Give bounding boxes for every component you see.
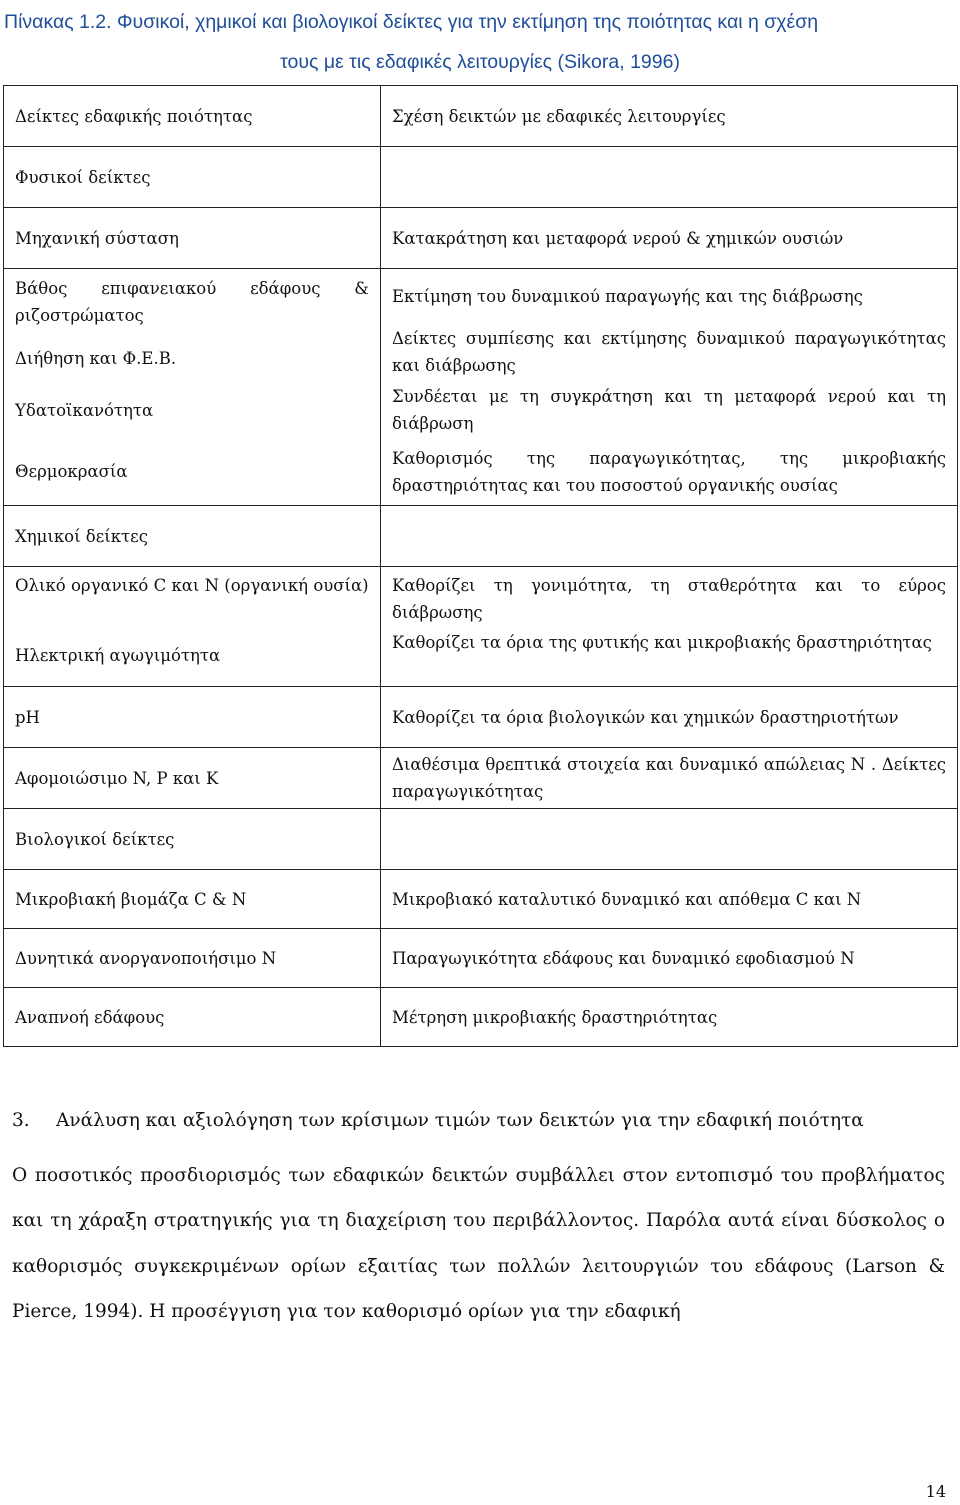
relation-item: Καθορισμός της παραγωγικότητας, της μικροβιακής δραστηριότητας και του ποσοστού οργανικής ουσίας xyxy=(392,449,946,495)
relation-cell: Διαθέσιμα θρεπτικά στοιχεία και δυναμικό απώλειας N . Δείκτες παραγωγικότητας xyxy=(392,755,946,801)
table-header-row xyxy=(4,86,958,147)
table-row xyxy=(4,870,958,929)
relation-item: Συνδέεται με τη συγκράτηση και τη μεταφορά νερού και τη διάβρωση xyxy=(392,387,946,433)
caption-line-1: Πίνακας 1.2. Φυσικοί, χημικοί και βιολογικοί δείκτες για την εκτίμηση της ποιότητας και η σχέση xyxy=(4,11,819,33)
relation-item: Καθορίζει τη γονιμότητα, τη σταθερότητα και το εύρος διάβρωσης xyxy=(392,575,946,622)
relation-group-cell xyxy=(381,567,958,687)
indicator-item: Υδατοϊκανότητα xyxy=(15,400,154,420)
empty-cell xyxy=(381,147,958,208)
indicator-cell: pH xyxy=(4,687,381,748)
page-number: 14 xyxy=(925,1482,946,1501)
relation-stack xyxy=(392,568,946,686)
relation-cell: Παραγωγικότητα εδάφους και δυναμικό εφοδιασμού N xyxy=(381,929,958,988)
section-heading xyxy=(12,1104,864,1138)
section-title-chemical: Χημικοί δείκτες xyxy=(4,506,381,567)
section-title-physical: Φυσικοί δείκτες xyxy=(4,147,381,208)
section-title-biological: Βιολογικοί δείκτες xyxy=(4,809,381,870)
relation-item: Εκτίμηση του δυναμικού παραγωγής και της διάβρωσης xyxy=(392,286,863,306)
relation-stack xyxy=(392,269,946,505)
indicator-item: Διήθηση και Φ.Ε.Β. xyxy=(15,348,177,368)
indicator-item: Βάθος επιφανειακού εδάφους & ριζοστρώματος xyxy=(15,279,369,325)
table-row xyxy=(4,988,958,1047)
indicator-group-cell xyxy=(4,269,381,506)
table-caption xyxy=(4,2,956,82)
relation-cell: Καθορίζει τα όρια βιολογικών και χημικών δραστηριοτήτων xyxy=(381,687,958,748)
indicator-cell: Μικροβιακή βιομάζα C & N xyxy=(4,870,381,929)
relation-item: Δείκτες συμπίεσης και εκτίμησης δυναμικού παραγωγικότητας και διάβρωσης xyxy=(392,329,946,375)
relation-item: Καθορίζει τα όρια της φυτικής και μικροβιακής δραστηριότητας xyxy=(392,632,932,652)
section-row-biological xyxy=(4,809,958,870)
indicator-stack xyxy=(15,568,369,686)
indicator-cell: Μηχανική σύσταση xyxy=(4,208,381,269)
table-row xyxy=(4,687,958,748)
header-relation: Σχέση δεικτών με εδαφικές λειτουργίες xyxy=(381,86,958,147)
soil-indicators-table xyxy=(3,85,958,1047)
relation-cell: Κατακράτηση και μεταφορά νερού & χημικών ουσιών xyxy=(381,208,958,269)
relation-group-cell xyxy=(381,269,958,506)
section-title: Ανάλυση και αξιολόγηση των κρίσιμων τιμών των δεικτών για την εδαφική ποιότητα xyxy=(56,1110,864,1131)
empty-cell xyxy=(381,809,958,870)
indicator-item: Ηλεκτρική αγωγιμότητα xyxy=(15,646,221,665)
indicator-group-cell xyxy=(4,567,381,687)
table-row-group xyxy=(4,567,958,687)
empty-cell xyxy=(381,506,958,567)
indicator-cell: Αναπνοή εδάφους xyxy=(4,988,381,1047)
indicator-cell: Δυνητικά ανοργανοποιήσιμο N xyxy=(4,929,381,988)
section-row-physical xyxy=(4,147,958,208)
section-row-chemical xyxy=(4,506,958,567)
caption-line-2: τους με τις εδαφικές λειτουργίες (Sikora, 1996) xyxy=(280,51,680,73)
indicator-item: Ολικό οργανικό C και N (οργανική ουσία) xyxy=(15,575,369,595)
relation-cell: Μέτρηση μικροβιακής δραστηριότητας xyxy=(381,988,958,1047)
relation-cell: Μικροβιακό καταλυτικό δυναμικό και απόθεμα C και N xyxy=(381,870,958,929)
indicator-cell: Αφομοιώσιμο N, P και K xyxy=(4,748,381,809)
body-paragraph: Ο ποσοτικός προσδιορισμός των εδαφικών δεικτών συμβάλλει στον εντοπισμό του προβλήματος και τη χάραξη στρατηγικής για τη διαχείριση του περιβάλλοντος. Παρόλα αυτά είναι δύσκολος ο καθορισμός συγκεκριμένων ορίων εξαιτίας των πολλών λειτουργιών του εδάφους (Larson & Pierce, 1994). Η προσέγγιση για τον καθορισμό ορίων για την εδαφική xyxy=(12,1165,945,1322)
indicator-stack xyxy=(15,271,369,503)
header-indicators: Δείκτες εδαφικής ποιότητας xyxy=(4,86,381,147)
table-row xyxy=(4,929,958,988)
table-row xyxy=(4,208,958,269)
indicator-item: Θερμοκρασία xyxy=(15,461,128,481)
section-number: 3. xyxy=(12,1110,30,1131)
table-row xyxy=(4,748,958,809)
table-row-group xyxy=(4,269,958,506)
relation-cell-wrap xyxy=(381,748,958,809)
